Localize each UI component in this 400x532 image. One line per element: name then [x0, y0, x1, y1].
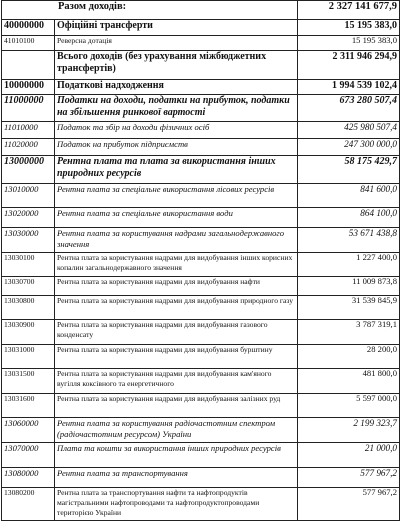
row-code-cell: 13060000	[2, 418, 55, 443]
row-name-cell: Рентна плата за користування надрами для видобування газового конденсату	[55, 320, 298, 345]
row-amount-cell: 577 967,2	[298, 488, 400, 521]
row-amount-cell: 864 100,0	[298, 208, 400, 228]
row-amount-cell: 577 967,2	[298, 468, 400, 488]
row-amount-cell: 2 311 946 294,9	[298, 51, 400, 80]
row-amount-cell: 21 000,0	[298, 443, 400, 468]
row-name-cell: Рентна плата за користування надрами загальнодержавного значення	[55, 228, 298, 253]
row-amount-cell: 31 539 845,9	[298, 296, 400, 320]
row-name-cell: Податок та збір на доходи фізичних осіб	[55, 122, 298, 139]
row-name-cell: Рентна плата за транспортування	[55, 468, 298, 488]
table-row	[2, 394, 400, 418]
row-amount-cell: 2 199 323,7	[298, 418, 400, 443]
revenue-table-body	[2, 1, 400, 521]
table-row	[2, 208, 400, 228]
row-code-cell	[2, 51, 55, 80]
row-code-cell: 13030100	[2, 253, 55, 277]
table-row	[2, 95, 400, 122]
row-name-cell: Рентна плата за транспортування нафти та нафтопродуктів магістральними нафтопроводами та нафтопродуктопроводами територією України	[55, 488, 298, 521]
row-amount-cell: 1 227 400,0	[298, 253, 400, 277]
table-row	[2, 51, 400, 80]
row-amount-cell: 53 671 438,8	[298, 228, 400, 253]
row-amount-cell: 2 327 141 677,9	[298, 1, 400, 20]
row-name-cell: Офіційні трансферти	[55, 20, 298, 36]
table-row	[2, 184, 400, 208]
row-amount-cell: 15 195 383,0	[298, 36, 400, 51]
row-code-cell: 13031600	[2, 394, 55, 418]
row-code-cell: 41010100	[2, 36, 55, 51]
row-code-cell: 13030900	[2, 320, 55, 345]
row-amount-cell: 5 597 000,0	[298, 394, 400, 418]
table-row	[2, 488, 400, 521]
row-name-cell: Рентна плата за спеціальне використання води	[55, 208, 298, 228]
row-code-cell: 10000000	[2, 80, 55, 95]
row-amount-cell: 28 200,0	[298, 345, 400, 369]
row-name-cell: Рентна плата за користування надрами для видобування інших корисних копалин загальнодержавного значення	[55, 253, 298, 277]
row-name-cell: Разом доходів:	[2, 1, 298, 20]
table-row	[2, 320, 400, 345]
revenue-table	[1, 0, 400, 521]
table-row	[2, 36, 400, 51]
row-name-cell: Рентна плата та плата за використання інших природних ресурсів	[55, 156, 298, 184]
row-name-cell: Реверсна дотація	[55, 36, 298, 51]
table-row	[2, 228, 400, 253]
row-code-cell: 13030000	[2, 228, 55, 253]
table-row	[2, 156, 400, 184]
table-row	[2, 296, 400, 320]
row-code-cell: 13080000	[2, 468, 55, 488]
row-code-cell: 11010000	[2, 122, 55, 139]
row-amount-cell: 11 009 873,8	[298, 277, 400, 296]
row-name-cell: Податки на доходи, податки на прибуток, податки на збільшення ринкової вартості	[55, 95, 298, 122]
row-code-cell: 13010000	[2, 184, 55, 208]
table-row	[2, 122, 400, 139]
row-code-cell: 13020000	[2, 208, 55, 228]
row-name-cell: Рентна плата за користування надрами для видобування залізних руд	[55, 394, 298, 418]
row-code-cell: 13030700	[2, 277, 55, 296]
row-amount-cell: 425 980 507,4	[298, 122, 400, 139]
row-amount-cell: 3 787 319,1	[298, 320, 400, 345]
row-code-cell: 13070000	[2, 443, 55, 468]
table-row	[2, 345, 400, 369]
table-row	[2, 468, 400, 488]
row-code-cell: 13030800	[2, 296, 55, 320]
row-name-cell: Податкові надходження	[55, 80, 298, 95]
row-amount-cell: 673 280 507,4	[298, 95, 400, 122]
table-row	[2, 443, 400, 468]
row-name-cell: Рентна плата за спеціальне використання лісових ресурсів	[55, 184, 298, 208]
row-code-cell: 40000000	[2, 20, 55, 36]
row-amount-cell: 15 195 383,0	[298, 20, 400, 36]
table-row	[2, 369, 400, 394]
table-row	[2, 1, 400, 20]
row-code-cell: 13031000	[2, 345, 55, 369]
table-row	[2, 277, 400, 296]
row-amount-cell: 841 600,0	[298, 184, 400, 208]
row-name-cell: Рентна плата за користування надрами для видобування кам'яного вугілля коксівного та енергетичного	[55, 369, 298, 394]
row-code-cell: 13080200	[2, 488, 55, 521]
row-code-cell: 11000000	[2, 95, 55, 122]
row-amount-cell: 247 300 000,0	[298, 139, 400, 156]
row-amount-cell: 58 175 429,7	[298, 156, 400, 184]
row-name-cell: Плата та кошти за використання інших природних ресурсів	[55, 443, 298, 468]
row-name-cell: Рентна плата за користування надрами для видобування бурштину	[55, 345, 298, 369]
table-row	[2, 139, 400, 156]
row-amount-cell: 481 800,0	[298, 369, 400, 394]
row-name-cell: Рентна плата за користування надрами для видобування нафти	[55, 277, 298, 296]
table-row	[2, 20, 400, 36]
table-row	[2, 418, 400, 443]
row-name-cell: Рентна плата за користування надрами для видобування природного газу	[55, 296, 298, 320]
row-name-cell: Податок на прибуток підприємств	[55, 139, 298, 156]
row-code-cell: 13031500	[2, 369, 55, 394]
table-row	[2, 253, 400, 277]
table-row	[2, 80, 400, 95]
row-code-cell: 11020000	[2, 139, 55, 156]
row-name-cell: Всього доходів (без урахування міжбюджетних трансфертів)	[55, 51, 298, 80]
row-amount-cell: 1 994 539 102,4	[298, 80, 400, 95]
row-code-cell: 13000000	[2, 156, 55, 184]
row-name-cell: Рентна плата за користування радіочастотним спектром (радіочастотним ресурсом) України	[55, 418, 298, 443]
